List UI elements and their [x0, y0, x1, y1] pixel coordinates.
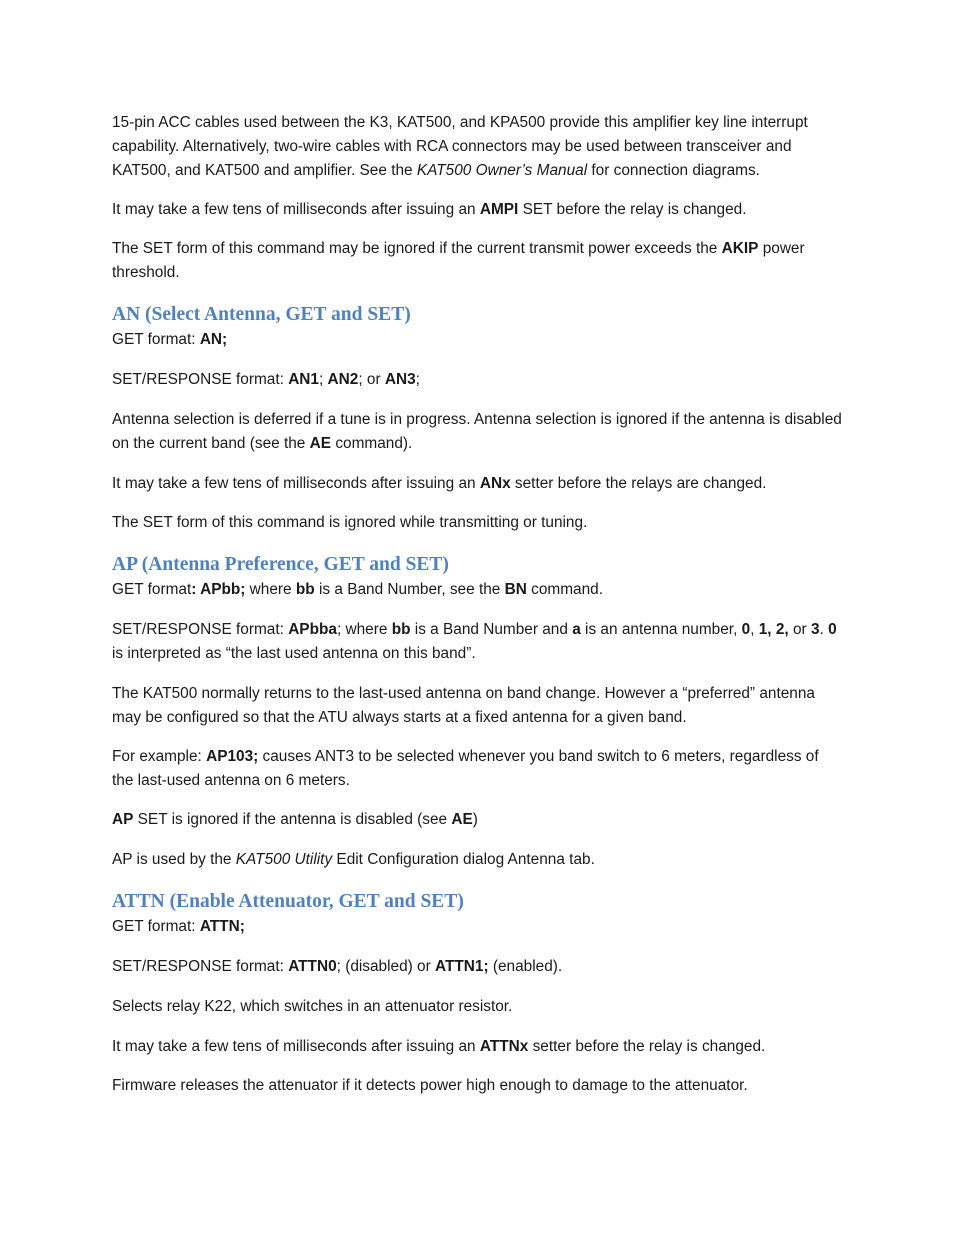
ap-set-format: SET/RESPONSE format: APbba; where bb is a Band Number and a is an antenna number, 0, 1, 2, or 3. 0 is interpreted as “the last used antenna on this band”. [112, 621, 837, 662]
attn-paragraph-2: It may take a few tens of milliseconds after issuing an ATTNx setter before the relay is changed. [112, 1038, 766, 1055]
an-paragraph-1: Antenna selection is deferred if a tune is in progress. Antenna selection is ignored if the antenna is disabled on the current band (see the AE command). [112, 411, 842, 452]
ap-paragraph-1: The KAT500 normally returns to the last-used antenna on band change. However a “preferred” antenna may be configured so that the ATU always starts at a fixed antenna for a given band. [112, 685, 815, 726]
ap-get-format: GET format: APbb; where bb is a Band Number, see the BN command. [112, 581, 604, 598]
attn-get-format: GET format: ATTN; [112, 918, 245, 935]
section-heading-an: AN (Select Antenna, GET and SET) [112, 304, 411, 325]
attn-paragraph-1: Selects relay K22, which switches in an attenuator resistor. [112, 998, 513, 1015]
utility-name: KAT500 Utility [235, 851, 333, 868]
an-get-format: GET format: AN; [112, 331, 228, 348]
an-paragraph-3: The SET form of this command is ignored while transmitting or tuning. [112, 514, 588, 531]
manual-title: KAT500 Owner’s Manual [416, 162, 588, 179]
ap-paragraph-2: For example: AP103; causes ANT3 to be selected whenever you band switch to 6 meters, regardless of the last-used antenna on 6 meters. [112, 748, 819, 789]
an-paragraph-2: It may take a few tens of milliseconds after issuing an ANx setter before the relays are changed. [112, 475, 767, 492]
intro-paragraph-2: It may take a few tens of milliseconds after issuing an AMPI SET before the relay is changed. [112, 201, 747, 218]
an-set-format: SET/RESPONSE format: AN1; AN2; or AN3; [112, 371, 420, 388]
intro-paragraph-1: 15-pin ACC cables used between the K3, KAT500, and KPA500 provide this amplifier key line interrupt capability. Alternatively, two-wire cables with RCA connectors may be used between transceiver and KAT500, and KAT500 and amplifier. See the KAT500 Owner’s Manual for connection diagrams. [112, 114, 808, 179]
section-heading-ap: AP (Antenna Preference, GET and SET) [112, 554, 449, 575]
ap-paragraph-4: AP is used by the KAT500 Utility Edit Configuration dialog Antenna tab. [112, 851, 595, 868]
intro-paragraph-3: The SET form of this command may be ignored if the current transmit power exceeds the AKIP power threshold. [112, 240, 805, 281]
page-content [112, 111, 842, 1098]
attn-paragraph-3: Firmware releases the attenuator if it detects power high enough to damage to the attenuator. [112, 1077, 748, 1094]
section-heading-attn: ATTN (Enable Attenuator, GET and SET) [112, 891, 464, 912]
ap-paragraph-3: AP SET is ignored if the antenna is disabled (see AE) [112, 811, 478, 828]
attn-set-format: SET/RESPONSE format: ATTN0; (disabled) or ATTN1; (enabled). [112, 958, 563, 975]
